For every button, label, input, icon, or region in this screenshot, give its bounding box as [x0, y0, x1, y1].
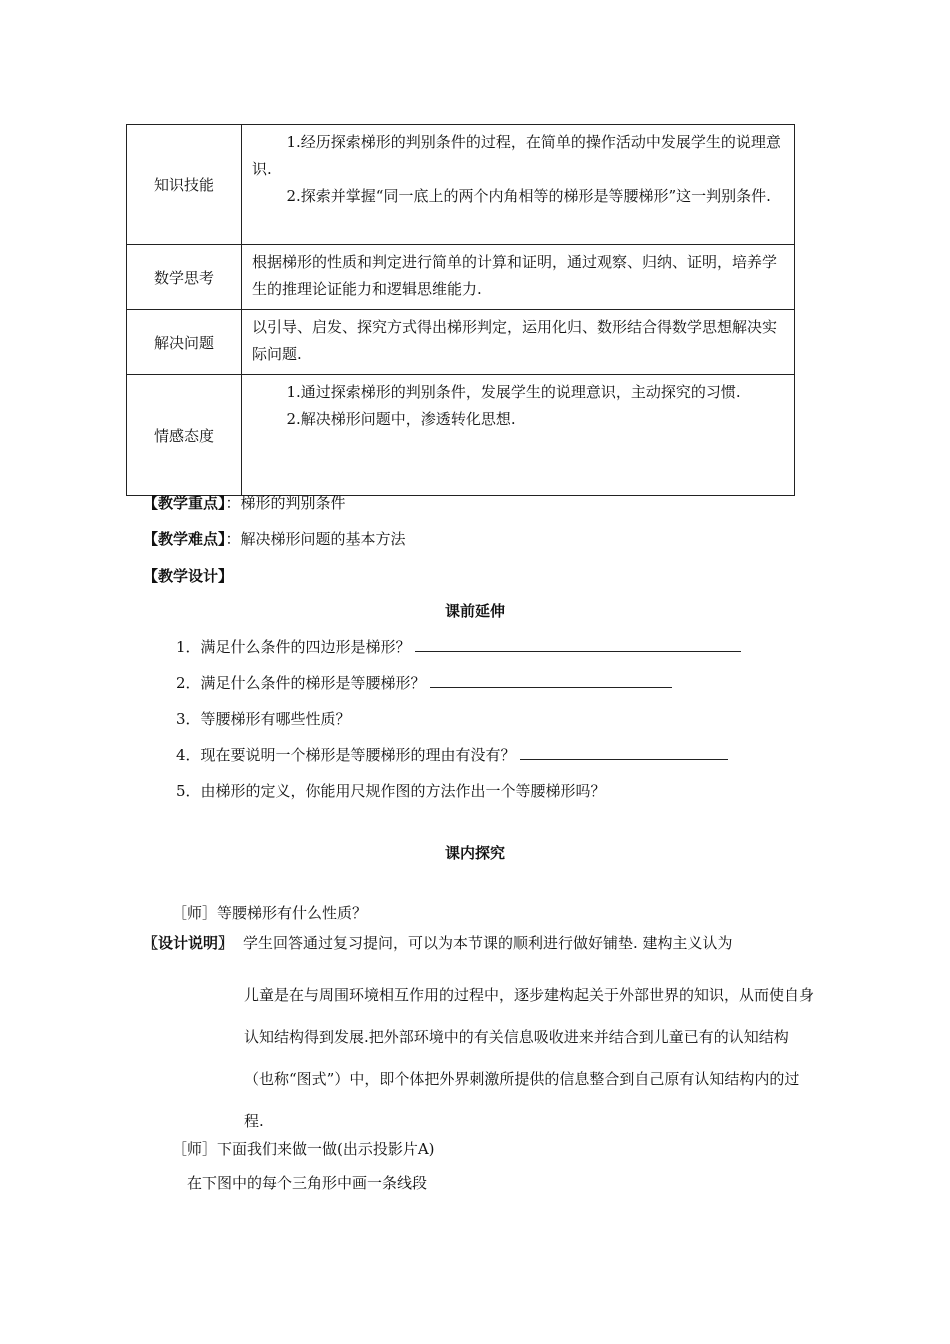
key-point-sep: ：: [225, 494, 241, 512]
difficult-point-text: 解决梯形问题的基本方法: [240, 530, 406, 548]
objective-content: [242, 125, 795, 245]
objective-row: [127, 310, 795, 375]
objective-line: 以引导、启发、探究方式得出梯形判定，运用化归、数形结合得数学思想解决实际问题.: [252, 318, 778, 363]
answer-blank: [520, 745, 728, 760]
objective-line: 1.通过探索梯形的判别条件，发展学生的说理意识，主动探究的习惯.: [286, 383, 741, 401]
teacher-instruction: ［师］下面我们来做一做(出示投影片A): [172, 1140, 435, 1158]
objective-line: 根据梯形的性质和判定进行简单的计算和证明，通过观察、归纳、证明，培养学生的推理论证能力和逻辑思维能力.: [252, 253, 778, 298]
objective-line: 1.经历探索梯形的判别条件的过程，在简单的操作活动中发展学生的说理意识.: [252, 133, 781, 178]
preview-question: 3．等腰梯形有哪些性质？: [176, 710, 351, 728]
difficult-point-label: 【教学难点】: [143, 530, 226, 548]
explore-title: 课内探究: [444, 844, 505, 862]
design-note-text: 儿童是在与周围环境相互作用的过程中，逐步建构起关于外部世界的知识，从而使自身认知结构得到发展.把外部环境中的有关信息吸收进来并结合到儿童已有的认知结构（也称“图式”）中，即个体把外界刺激所提供的信息整合到自己原有认知结构内的过程.: [244, 986, 815, 1130]
task-text: 在下图中的每个三角形中画一条线段: [187, 1174, 428, 1192]
objective-content: [242, 245, 795, 310]
preview-question: 5．由梯形的定义，你能用尺规作图的方法作出一个等腰梯形吗？: [176, 782, 606, 800]
objective-line: 2.探索并掌握“同一底上的两个内角相等的梯形是等腰梯形”这一判别条件.: [286, 187, 771, 205]
objective-label: 知识技能: [127, 125, 242, 245]
objective-row: [127, 125, 795, 245]
key-point-text: 梯形的判别条件: [240, 494, 346, 512]
preview-question: 4．现在要说明一个梯形是等腰梯形的理由有没有？: [176, 744, 728, 765]
key-point-label: 【教学重点】: [143, 494, 226, 512]
objective-content: [242, 310, 795, 375]
objective-label: 情感态度: [127, 375, 242, 496]
teacher-question: ［师］等腰梯形有什么性质？: [172, 904, 368, 922]
answer-blank: [415, 637, 741, 652]
preview-question: 2．满足什么条件的梯形是等腰梯形？: [176, 672, 672, 693]
objective-content: [242, 375, 795, 496]
objective-row: [127, 245, 795, 310]
preview-question: 1．满足什么条件的四边形是梯形？: [176, 636, 741, 657]
objective-line: 2.解决梯形问题中，渗透转化思想.: [286, 410, 516, 428]
objective-label: 数学思考: [127, 245, 242, 310]
objectives-table: [126, 124, 795, 496]
preview-title: 课前延伸: [444, 602, 505, 620]
objective-label: 解决问题: [127, 310, 242, 375]
objective-row: [127, 375, 795, 496]
design-note-first-line: 学生回答通过复习提问，可以为本节课的顺利进行做好铺垫. 建构主义认为: [243, 934, 733, 952]
difficult-point: [143, 528, 406, 549]
design-heading: 【教学设计】: [143, 567, 234, 585]
key-point: [143, 492, 346, 513]
design-note-label: 〖设计说明〗: [143, 934, 234, 952]
answer-blank: [430, 673, 672, 688]
difficult-point-sep: ：: [225, 530, 241, 548]
